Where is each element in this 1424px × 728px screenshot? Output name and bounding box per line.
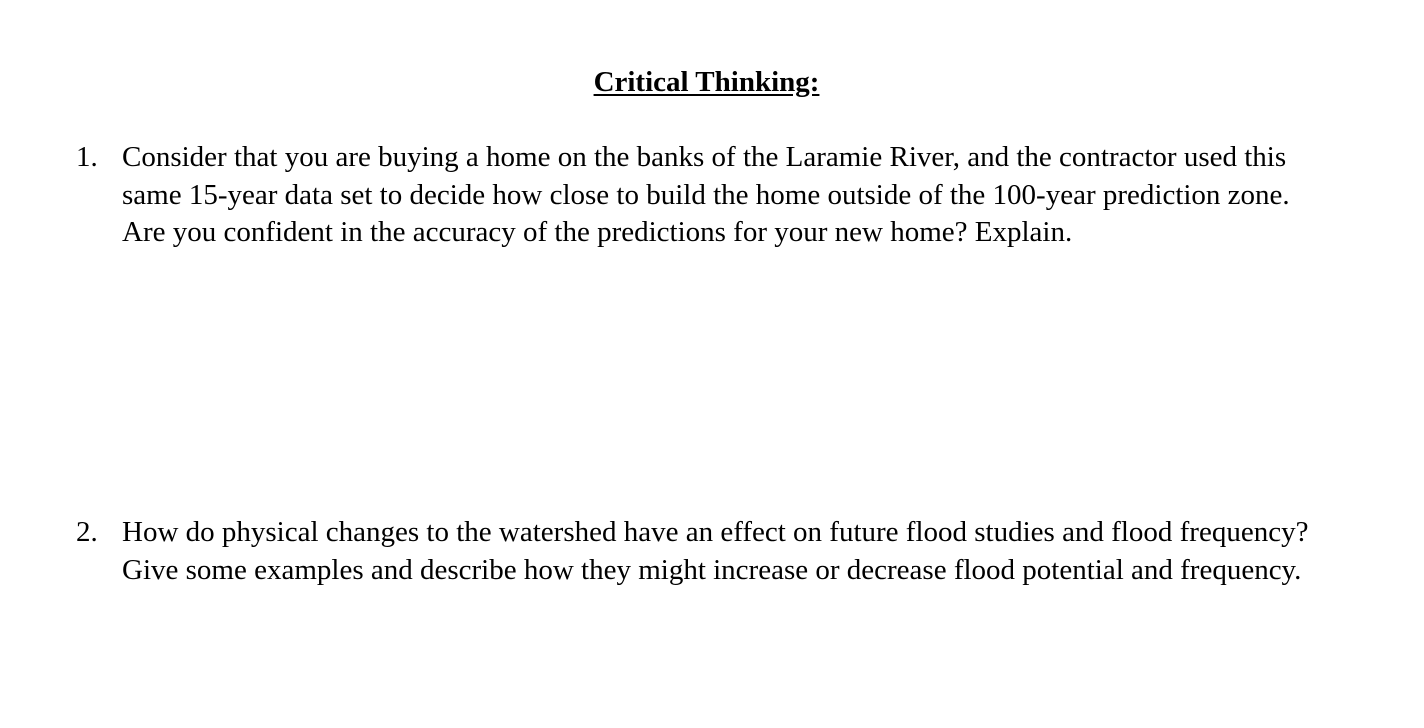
question-line: same 15-year data set to decide how close to build the home outside of the 100-year prediction zone. [122, 178, 1290, 211]
question-1 [76, 139, 1376, 252]
page-title: Critical Thinking: [593, 66, 820, 98]
question-number: 1. [76, 141, 98, 173]
question-2 [76, 514, 1376, 589]
question-line: Are you confident in the accuracy of the predictions for your new home? Explain. [122, 216, 1073, 248]
question-text [122, 514, 1372, 589]
question-number: 2. [76, 516, 98, 548]
question-line: How do physical changes to the watershed have an effect on future flood studies and flood frequency? [122, 516, 1309, 548]
question-line: Consider that you are buying a home on the banks of the Laramie River, and the contractor used this [122, 141, 1287, 173]
question-line: Give some examples and describe how they might increase or decrease flood potential and frequency. [122, 553, 1302, 586]
question-text [122, 139, 1372, 252]
